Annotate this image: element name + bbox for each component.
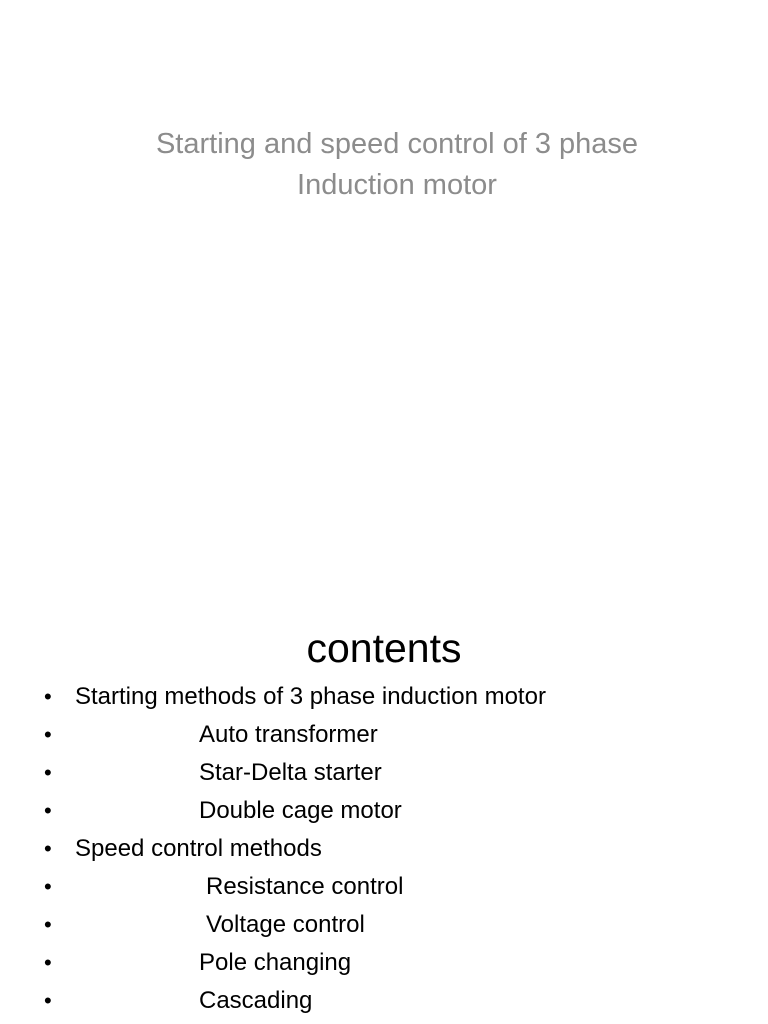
bullet-icon: • bbox=[44, 798, 52, 823]
bullet-icon: • bbox=[44, 722, 52, 747]
bullet-icon: • bbox=[44, 950, 52, 975]
slide-title bbox=[0, 124, 768, 206]
list-item-text: Pole changing bbox=[199, 949, 352, 976]
slide-title-line-1: Starting and speed control of 3 phase bbox=[155, 128, 639, 160]
list-item bbox=[0, 792, 768, 830]
list-item-text: Star-Delta starter bbox=[199, 759, 382, 786]
list-item-text: Voltage control bbox=[206, 911, 365, 938]
bullet-icon: • bbox=[44, 760, 52, 785]
contents-list bbox=[0, 678, 768, 1020]
list-item bbox=[0, 830, 768, 868]
bullet-icon: • bbox=[44, 988, 52, 1013]
list-item bbox=[0, 982, 768, 1020]
list-item-text: Double cage motor bbox=[199, 797, 402, 824]
list-item-text: Speed control methods bbox=[75, 835, 322, 862]
bullet-icon: • bbox=[44, 684, 52, 709]
list-item-text: Auto transformer bbox=[199, 721, 378, 748]
list-item bbox=[0, 906, 768, 944]
bullet-icon: • bbox=[44, 912, 52, 937]
list-item-text: Starting methods of 3 phase induction motor bbox=[75, 683, 546, 710]
list-item bbox=[0, 716, 768, 754]
slide-title-line-2: Induction motor bbox=[297, 169, 497, 201]
list-item bbox=[0, 868, 768, 906]
list-item bbox=[0, 754, 768, 792]
list-item bbox=[0, 678, 768, 716]
list-item-text: Resistance control bbox=[206, 873, 404, 900]
bullet-icon: • bbox=[44, 836, 52, 861]
list-item-text: Cascading bbox=[199, 987, 313, 1014]
list-item bbox=[0, 944, 768, 982]
contents-heading: contents bbox=[306, 625, 462, 671]
bullet-icon: • bbox=[44, 874, 52, 899]
